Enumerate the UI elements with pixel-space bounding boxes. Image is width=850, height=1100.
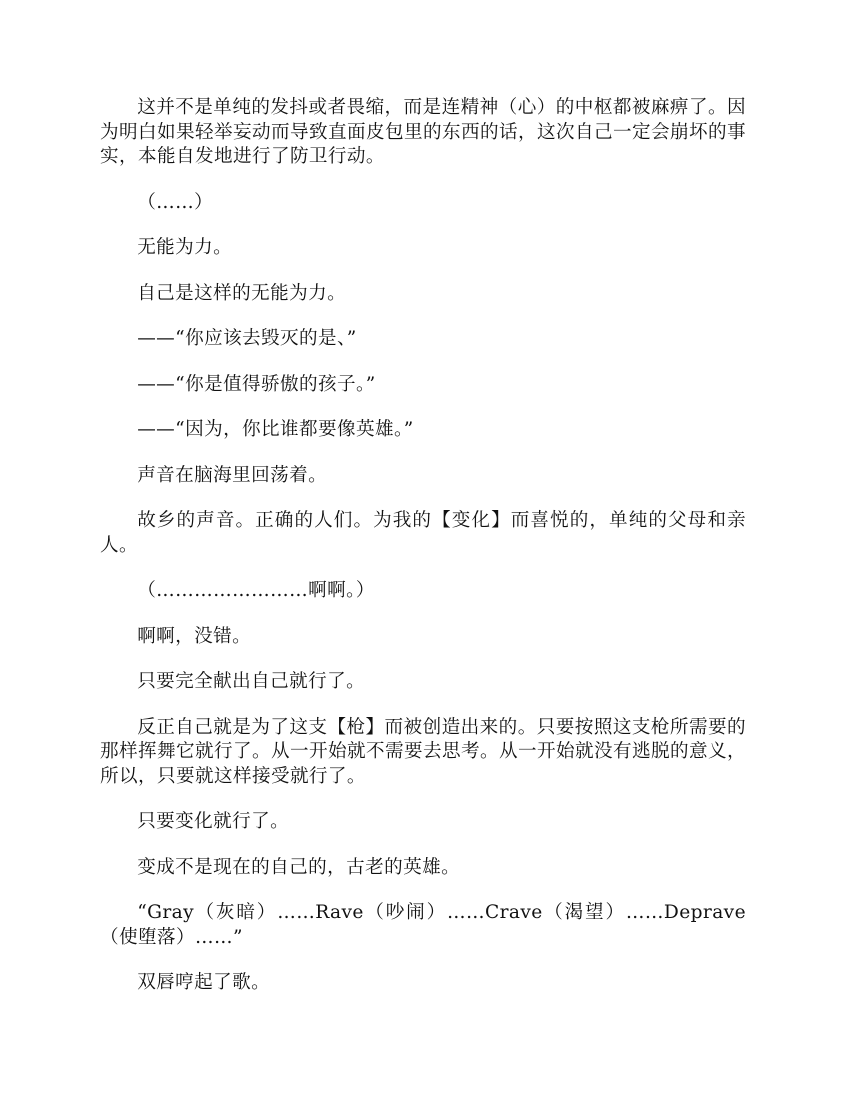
- paragraph: “Gray（灰暗）……Rave（吵闹）……Crave（渴望）……Deprave（使堕落）……”: [100, 902, 746, 948]
- paragraph: 无能为力。: [137, 237, 233, 258]
- paragraph: ——“你是值得骄傲的孩子。”: [137, 373, 376, 395]
- paragraph: 反正自己就是为了这支【枪】而被创造出来的。只要按照这支枪所需要的那样挥舞它就行了。从一开始就不需要去思考。从一开始就没有逃脱的意义，所以，只要就这样接受就行了。: [100, 716, 746, 787]
- document-page: [100, 96, 746, 996]
- paragraph: 故乡的声音。正确的人们。为我的【变化】而喜悦的，单纯的父母和亲人。: [100, 510, 746, 556]
- paragraph: 只要完全献出自己就行了。: [137, 671, 366, 692]
- paragraph: ——“你应该去毁灭的是、”: [137, 328, 357, 349]
- paragraph: 这并不是单纯的发抖或者畏缩，而是连精神（心）的中枢都被麻痹了。因为明白如果轻举妄动而导致直面皮包里的东西的话，这次自己一定会崩坏的事实，本能自发地进行了防卫行动。: [100, 97, 746, 167]
- paragraph: 变成不是现在的自己的，古老的英雄。: [137, 856, 461, 878]
- paragraph: （……）: [137, 191, 214, 213]
- paragraph: 双唇哼起了歌。: [137, 972, 271, 993]
- paragraph: 啊啊，没错。: [137, 625, 252, 647]
- paragraph: 只要变化就行了。: [137, 811, 290, 832]
- paragraph: ——“因为，你比谁都要像英雄。”: [137, 419, 414, 440]
- paragraph: （……………………啊啊。）: [137, 580, 375, 601]
- paragraph: 声音在脑海里回荡着。: [137, 464, 328, 486]
- paragraph: 自己是这样的无能为力。: [137, 282, 347, 304]
